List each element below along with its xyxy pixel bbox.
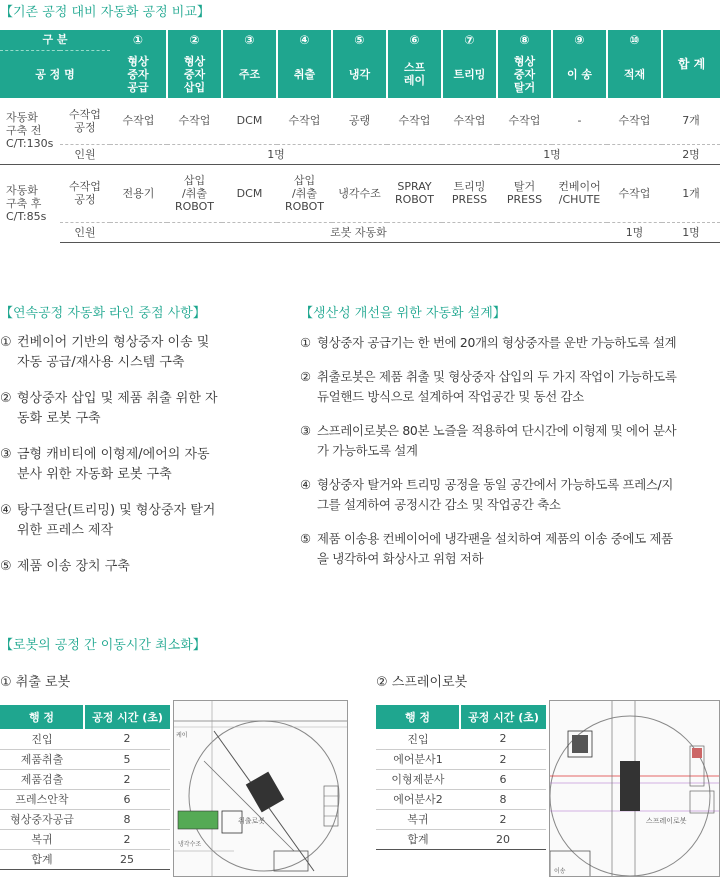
focus-section-title: 【연속공정 자동화 라인 중점 사항】 (0, 306, 206, 321)
robot-section-title: 【로봇의 공정 간 이동시간 최소화】 (0, 638, 206, 653)
step-name-text: 적재 (623, 67, 646, 81)
step-num: ④ (277, 30, 332, 50)
step-name-text: 취출 (293, 67, 316, 81)
step-name (607, 50, 662, 98)
work-cell (110, 164, 167, 222)
list-text: 취출로봇은 제품 취출 및 형상중자 삽입의 두 가지 작업이 가능하도록 듀얼핸드 방식으로 설계하여 작업공간 및 동선 감소 (317, 369, 677, 404)
time-cell: 8 (84, 809, 170, 829)
step-cell: 형상중자공급 (0, 809, 84, 829)
step-name (277, 50, 332, 98)
step-name-text: 스프 레이 (403, 61, 426, 87)
time-cell: 8 (460, 789, 546, 809)
work-cell-text: SPRAY ROBOT (394, 180, 435, 206)
work-cell (332, 164, 387, 222)
work-cell: 수작업 (288, 114, 321, 128)
step-name (387, 50, 442, 98)
work-label-text: 수작업 공정 (69, 107, 101, 134)
list-text: 스프레이로봇은 80본 노즐을 적용하여 단시간에 이형제 및 에어 분사 가 가능하도록 설계 (317, 423, 677, 458)
list-item (0, 333, 250, 373)
list-text: 제품 이송 장치 구축 (17, 559, 130, 574)
work-cell-text: 컨베이어 /CHUTE (558, 180, 601, 206)
work-cell-text: 수작업 (618, 186, 651, 200)
step-name (442, 50, 497, 98)
person-label: 인원 (60, 144, 110, 164)
step-cell: 제품검출 (0, 769, 84, 789)
work-cell (607, 164, 662, 222)
work-total: 7개 (682, 114, 700, 128)
list-num: ④ (0, 503, 12, 518)
step-num: ⑨ (552, 30, 607, 50)
list-item (300, 421, 720, 461)
header-gubun: 구 분 (0, 30, 110, 50)
step-name (552, 50, 607, 98)
col-step: 행 정 (0, 705, 84, 729)
work-cell-text: 냉각수조 (338, 186, 381, 200)
step-name (497, 50, 552, 98)
header-total: 합 계 (662, 30, 720, 98)
work-cell (552, 164, 607, 222)
step-name-text: 주조 (238, 67, 261, 81)
robot1-layout-drawing (173, 700, 348, 877)
robot1-time-table (0, 705, 170, 870)
list-item (0, 389, 250, 429)
list-text: 금형 캐비티에 이형제/에어의 자동 분사 위한 자동화 로봇 구축 (17, 447, 210, 482)
table-row (0, 729, 170, 749)
drawing-label: 취출로봇 (238, 817, 266, 825)
step-num: ② (167, 30, 222, 50)
table-row (0, 829, 170, 849)
work-cell: DCM (236, 114, 263, 128)
after-label-text: 자동화 구축 후 C/T:85s (6, 183, 47, 223)
work-label (60, 164, 110, 222)
list-num: ② (300, 369, 311, 384)
step-cell: 에어분사2 (376, 789, 460, 809)
time-cell: 2 (84, 729, 170, 749)
list-item (0, 501, 250, 541)
robot2-layout-drawing (549, 700, 720, 877)
step-num: ① (110, 30, 167, 50)
work-cell (167, 164, 222, 222)
time-cell: 2 (84, 769, 170, 789)
list-num: ⑤ (300, 531, 311, 546)
list-text: 형상중자 삽입 및 제품 취출 위한 자 동화 로봇 구축 (17, 391, 218, 426)
step-name (332, 50, 387, 98)
col-time: 공정 시간 (초) (460, 705, 546, 729)
list-text: 제품 이송용 컨베이어에 냉각팬을 설치하여 제품의 이송 중에도 제품 을 냉각하여 화상사고 위험 저하 (317, 531, 673, 566)
person-cell: 1명 (442, 144, 662, 164)
list-item (300, 529, 720, 569)
process-comparison-table (0, 30, 720, 243)
list-item (300, 333, 720, 353)
work-cell: 수작업 (508, 114, 541, 128)
robot2-title: ② 스프레이로봇 (376, 675, 468, 690)
list-item (0, 445, 250, 485)
drawing-label: 케이 (176, 732, 188, 739)
work-cell: - (577, 114, 582, 128)
drawing-label: 이송 (554, 868, 566, 875)
list-item (0, 557, 250, 577)
work-cell (497, 164, 552, 222)
header-process-name: 공 정 명 (0, 50, 110, 98)
step-cell: 합계 (376, 829, 460, 849)
work-label-text: 수작업 공정 (69, 180, 101, 206)
time-cell: 2 (84, 829, 170, 849)
col-time: 공정 시간 (초) (84, 705, 170, 729)
work-cell: 공랭 (348, 114, 371, 128)
work-cell-text: 트리밍 PRESS (451, 180, 488, 206)
table-row (376, 729, 546, 749)
work-cell: 수작업 (453, 114, 486, 128)
time-cell: 20 (460, 829, 546, 849)
work-cell (387, 164, 442, 222)
step-num: ③ (222, 30, 277, 50)
list-num: ③ (300, 423, 311, 438)
step-name-text: 형상 중자 공급 (127, 54, 149, 94)
person-cell: 1명 (110, 144, 442, 164)
step-cell: 이형제분사 (376, 769, 460, 789)
work-cell: 수작업 (122, 114, 155, 128)
list-num: ② (0, 391, 12, 406)
time-cell: 2 (460, 809, 546, 829)
list-text: 형상중자 탈거와 트리밍 공정을 동일 공간에서 가능하도록 프레스/지 그를 설계하여 공정시간 감소 및 작업공간 축소 (317, 477, 674, 512)
person-cell: 1명 (607, 222, 662, 242)
drawing-label: 냉각수조 (178, 841, 202, 848)
table-row (0, 144, 720, 164)
table-row (0, 164, 720, 222)
step-name-text: 형상 중자 삽입 (183, 54, 206, 94)
table-row (376, 829, 546, 849)
step-name (222, 50, 277, 98)
person-total: 1명 (662, 222, 720, 242)
work-cell: 수작업 (178, 114, 211, 128)
time-cell: 5 (84, 749, 170, 769)
table-row (376, 769, 546, 789)
person-label: 인원 (60, 222, 110, 242)
step-cell: 프레스안착 (0, 789, 84, 809)
list-num: ③ (0, 447, 12, 462)
step-cell: 합계 (0, 849, 84, 869)
table-row (0, 749, 170, 769)
work-cell: 수작업 (618, 114, 651, 128)
list-text: 탕구절단(트리밍) 및 형상중자 탈거 위한 프레스 제작 (17, 503, 216, 538)
list-num: ④ (300, 477, 311, 492)
work-cell-text: 탈거 PRESS (506, 180, 543, 206)
work-label (60, 98, 110, 144)
work-cell-text: 전용기 (122, 186, 155, 200)
work-cell (277, 164, 332, 222)
step-cell: 진입 (0, 729, 84, 749)
col-step: 행 정 (376, 705, 460, 729)
step-num: ⑧ (497, 30, 552, 50)
table-row (376, 809, 546, 829)
list-item (300, 475, 720, 515)
table-row (0, 809, 170, 829)
list-item (300, 367, 720, 407)
step-name-text: 이 송 (566, 67, 593, 81)
design-section-title: 【생산성 개선을 위한 자동화 설계】 (300, 306, 506, 321)
work-cell-text: DCM (236, 186, 263, 200)
design-list (300, 333, 720, 583)
drawing-label: 스프레이로봇 (646, 817, 687, 825)
time-cell: 6 (460, 769, 546, 789)
table-row (0, 98, 720, 144)
focus-list (0, 333, 250, 593)
person-total: 2명 (662, 144, 720, 164)
work-cell: 수작업 (398, 114, 431, 128)
step-num: ⑥ (387, 30, 442, 50)
step-name (110, 50, 167, 98)
time-cell: 2 (460, 729, 546, 749)
table-row (376, 749, 546, 769)
work-cell-text: 삽입 /취출 ROBOT (174, 173, 215, 213)
time-cell: 2 (460, 749, 546, 769)
table-row (0, 849, 170, 869)
step-num: ⑦ (442, 30, 497, 50)
step-num: ⑤ (332, 30, 387, 50)
step-cell: 복귀 (376, 809, 460, 829)
list-num: ⑤ (0, 559, 12, 574)
step-num: ⑩ (607, 30, 662, 50)
list-text: 컨베이어 기반의 형상중자 이송 및 자동 공급/재사용 시스템 구축 (17, 335, 210, 370)
list-text: 형상중자 공급기는 한 번에 20개의 형상중자를 운반 가능하도록 설계 (317, 335, 677, 350)
step-name-text: 트리밍 (453, 67, 486, 81)
list-num: ① (0, 335, 12, 350)
table-row (376, 789, 546, 809)
robot1-title: ① 취출 로봇 (0, 675, 71, 690)
work-total: 1개 (662, 164, 720, 222)
step-name (167, 50, 222, 98)
step-name-text: 형상 중자 탈거 (513, 54, 536, 94)
table-row (0, 222, 720, 242)
table-row (0, 789, 170, 809)
before-label (0, 98, 60, 164)
work-cell (442, 164, 497, 222)
time-cell: 6 (84, 789, 170, 809)
step-cell: 복귀 (0, 829, 84, 849)
step-cell: 진입 (376, 729, 460, 749)
person-cell: 로봇 자동화 (110, 222, 607, 242)
table-row (0, 769, 170, 789)
work-cell-text: 삽입 /취출 ROBOT (284, 173, 325, 213)
list-num: ① (300, 335, 311, 350)
step-cell: 에어분사1 (376, 749, 460, 769)
step-cell: 제품취출 (0, 749, 84, 769)
robot2-time-table (376, 705, 546, 850)
work-cell (222, 164, 277, 222)
comparison-section-title: 【기존 공정 대비 자동화 공정 비교】 (0, 5, 210, 20)
time-cell: 25 (84, 849, 170, 869)
step-name-text: 냉각 (348, 67, 371, 81)
before-label-text: 자동화 구축 전 C/T:130s (6, 111, 54, 151)
after-label (0, 164, 60, 242)
